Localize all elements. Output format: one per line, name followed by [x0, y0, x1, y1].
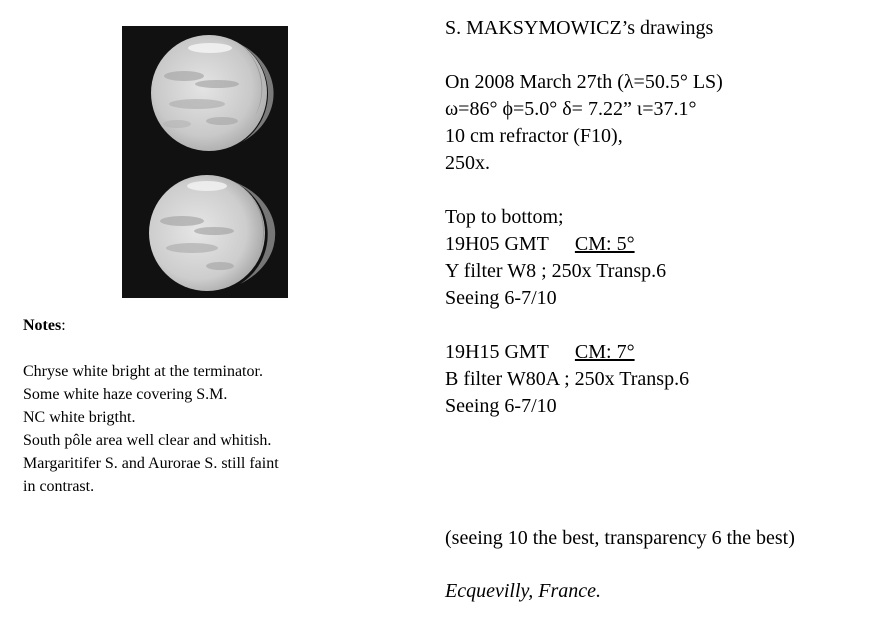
notes-line: in contrast.: [23, 478, 95, 495]
second-time-row: [445, 339, 875, 366]
observation-info: [445, 15, 875, 420]
notes-line: NC white brigtht.: [23, 409, 136, 426]
mars-disc-top: [151, 35, 274, 151]
scale-note: (seeing 10 the best, transparency 6 the best): [445, 527, 795, 549]
first-cm: CM: 5°: [574, 233, 635, 255]
second-seeing: Seeing 6-7/10: [445, 395, 557, 417]
first-time-row: [445, 231, 875, 258]
second-filter: B filter W80A ; 250x Transp.6: [445, 368, 690, 390]
location: Ecquevilly, France.: [445, 580, 602, 602]
second-time: 19H15 GMT: [445, 341, 549, 363]
first-filter: Y filter W8 ; 250x Transp.6: [445, 260, 667, 282]
mars-disc-bottom: [149, 175, 275, 291]
second-cm: CM: 7°: [574, 341, 635, 363]
notes-line: South pôle area well clear and whitish.: [23, 432, 272, 449]
notes-line: Some white haze covering S.M.: [23, 386, 228, 403]
first-time: 19H05 GMT: [445, 233, 549, 255]
mars-drawings: [122, 26, 288, 298]
notes-line: Margaritifer S. and Aurorae S. still faint: [23, 455, 279, 472]
page-title: S. MAKSYMOWICZ’s drawings: [445, 17, 714, 39]
notes-section: [23, 314, 363, 498]
notes-line: Chryse white bright at the terminator.: [23, 363, 263, 380]
magnification: 250x.: [445, 152, 490, 174]
observation-date: On 2008 March 27th (λ=50.5° LS): [445, 71, 723, 93]
sequence-intro: Top to bottom;: [445, 206, 564, 228]
notes-heading: Notes:: [23, 317, 66, 334]
observation-params: ω=86° ϕ=5.0° δ= 7.22” ι=37.1°: [445, 98, 697, 120]
first-seeing: Seeing 6-7/10: [445, 287, 557, 309]
mars-drawings-panel: [122, 26, 288, 298]
instrument: 10 cm refractor (F10),: [445, 125, 623, 147]
